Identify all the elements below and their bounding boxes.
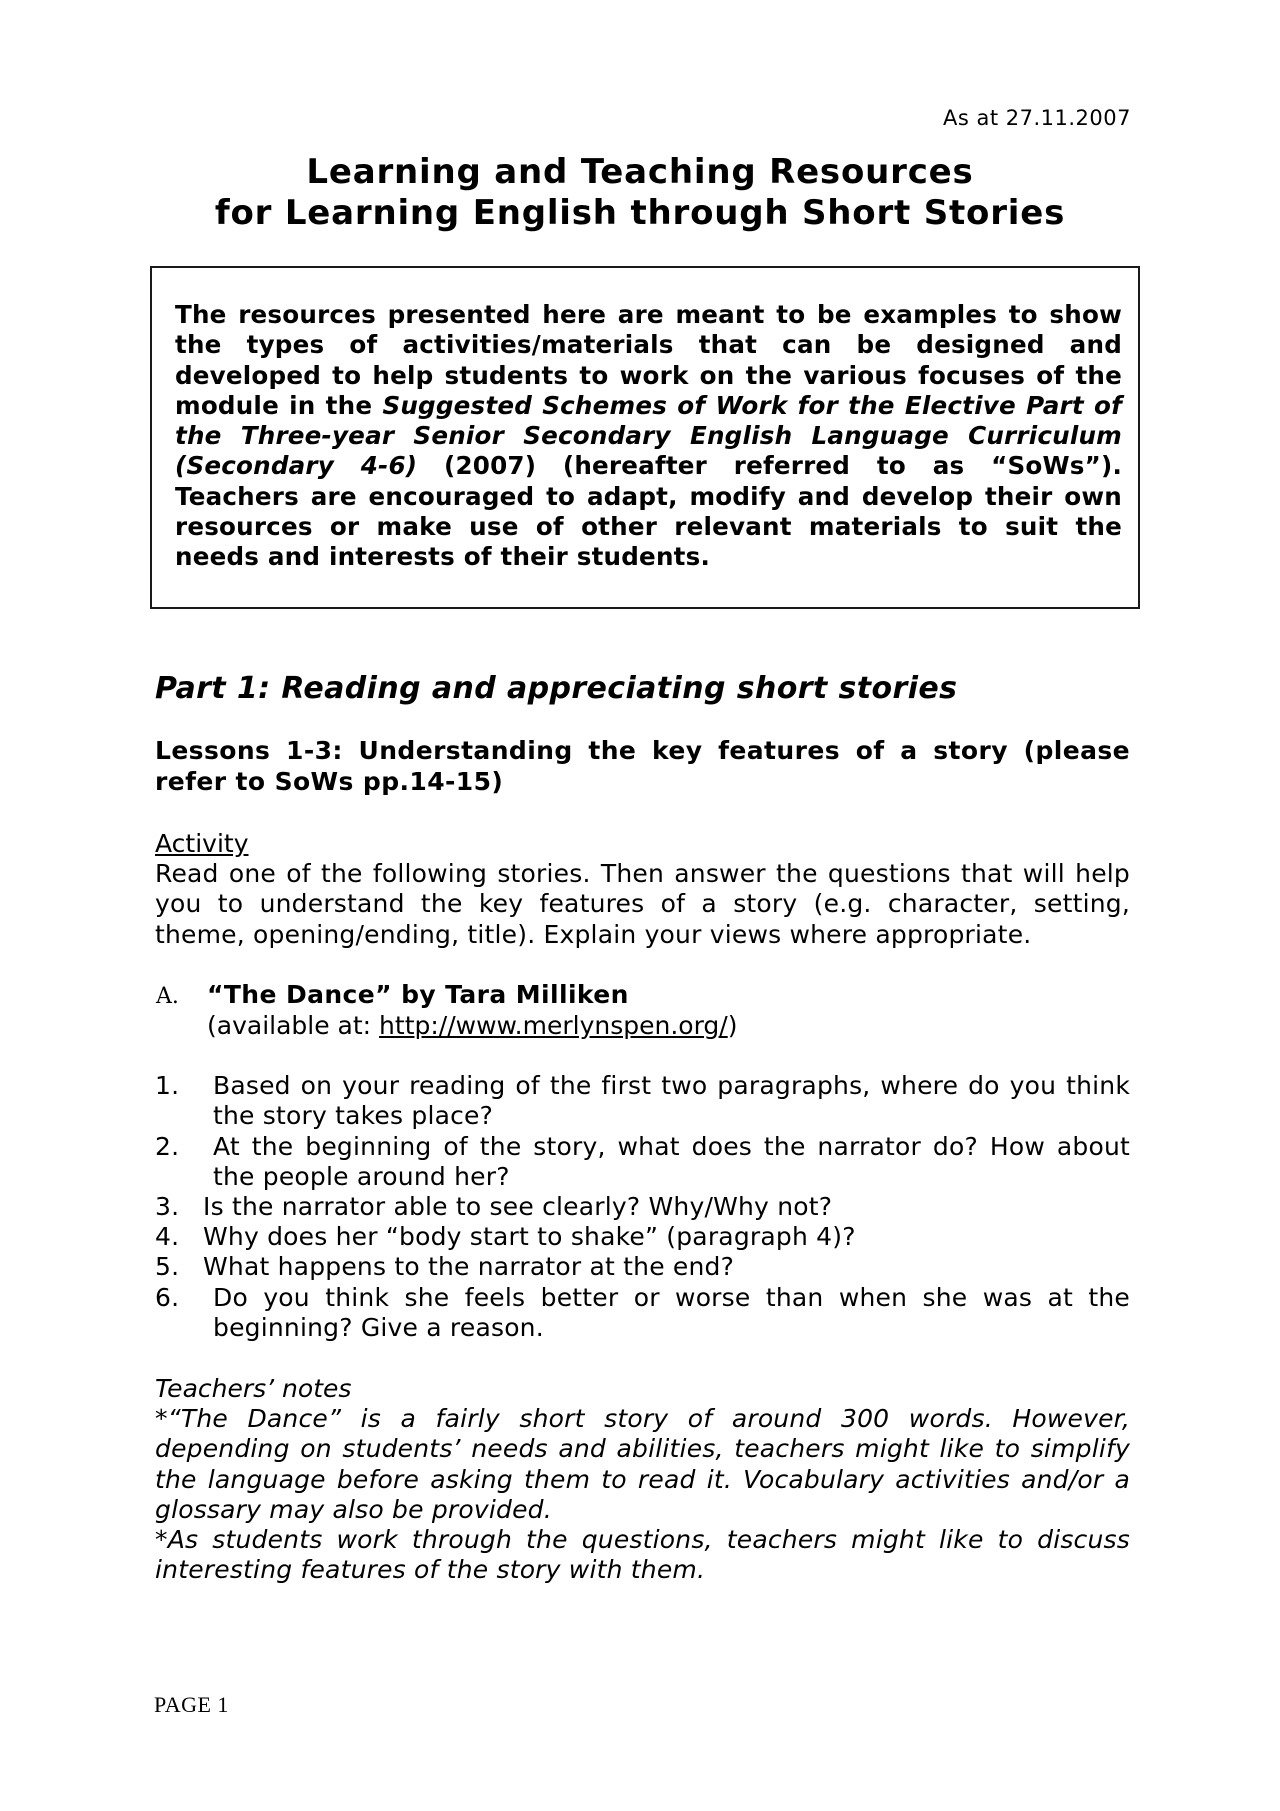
document-title — [150, 152, 1130, 234]
question-text: Why does her “body start to shake” (paragraph 4)? — [203, 1222, 856, 1251]
teachers-notes-label: Teachers’ notes — [155, 1374, 352, 1403]
question-text: Is the narrator able to see clearly? Why/Why not? — [203, 1192, 833, 1221]
document-title-line-2: for Learning English through Short Stories — [214, 193, 1066, 233]
document-date: As at 27.11.2007 — [943, 106, 1131, 130]
question-number: 2. — [155, 1132, 180, 1161]
story-availability — [207, 1011, 737, 1041]
intro-box-text — [175, 300, 1122, 573]
question-number: 6. — [155, 1283, 180, 1312]
story-available-prefix: (available at: — [207, 1011, 380, 1040]
question-number: 5. — [155, 1252, 180, 1281]
intro-italic-title: Suggested Schemes of Work for the Elective Part of the Three-year Senior Secondary English Language Curriculum (Secondary 4-6) — [175, 390, 1122, 481]
question-text: At the beginning of the story, what does the narrator do? How about the people around her? — [213, 1132, 1130, 1192]
document-title-line-1: Learning and Teaching Resources — [306, 152, 974, 192]
question-text: Do you think she feels better or worse than when she was at the beginning? Give a reason. — [213, 1283, 1130, 1343]
activity-instructions: Read one of the following stories. Then answer the questions that will help you to understand the key features of a story (e.g. character, setting, theme, opening/ending, title). Explain your views where appropriate. — [155, 859, 1130, 949]
part-heading: Part 1: Reading and appreciating short stories — [155, 671, 958, 706]
teachers-note: *As students work through the questions, teachers might like to discuss interesting features of the story with them. — [155, 1525, 1130, 1585]
page-number-footer: PAGE 1 — [154, 1692, 229, 1717]
question-number: 4. — [155, 1222, 180, 1251]
story-available-suffix: ) — [727, 1011, 738, 1040]
intro-text-before: The resources presented here are meant to be examples to show the types of activities/materials that can be designed and developed to help students to work on the various focuses of the module in the — [175, 300, 1122, 420]
teachers-notes-text — [155, 1404, 1130, 1586]
activity-label: Activity — [155, 829, 249, 858]
lesson-heading: Lessons 1-3: Understanding the key features of a story (please refer to SoWs pp.14-15) — [155, 736, 1130, 796]
question-text: What happens to the narrator at the end? — [203, 1252, 735, 1281]
story-url-link[interactable]: http://www.merlynspen.org/ — [379, 1011, 728, 1040]
intro-text-after: (2007) (hereafter referred to as “SoWs”). Teachers are encouraged to adapt, modify and develop their own resources or make use of other relevant materials to suit the needs and interests of their students. — [175, 451, 1122, 572]
story-title: “The Dance” by Tara Milliken — [207, 980, 629, 1009]
teachers-note: *“The Dance” is a fairly short story of around 300 words. However, depending on students’ needs and abilities, teachers might like to simplify the language before asking them to read it. Vocabulary activities and/or a glossary may also be provided. — [155, 1404, 1130, 1524]
question-text: Based on your reading of the first two paragraphs, where do you think the story takes place? — [213, 1071, 1130, 1131]
question-number: 3. — [155, 1192, 180, 1221]
story-marker: A. — [156, 984, 179, 1009]
question-number: 1. — [155, 1071, 180, 1100]
